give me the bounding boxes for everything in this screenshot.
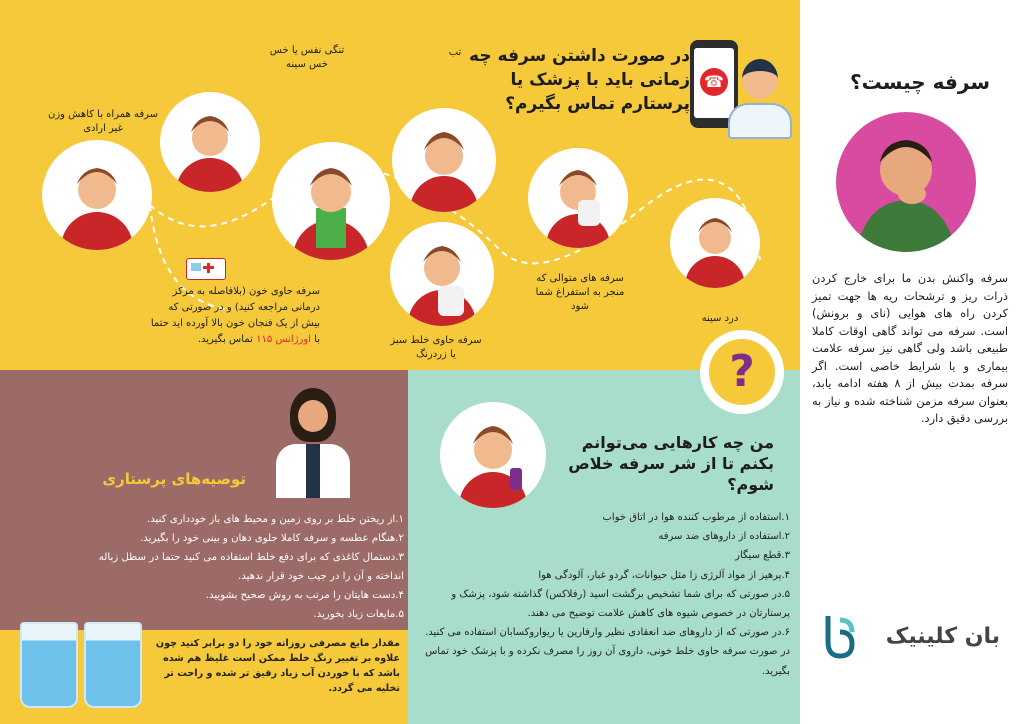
symptom-weight-circle (42, 140, 152, 250)
symptom-fever-circle (392, 108, 496, 212)
main-title: در صورت داشتن سرفه چه زمانی باید با پزشک یا پرستارم تماس بگیرم؟ (469, 46, 690, 114)
nursing-item: ۳.دستمال کاغذی که برای دفع خلط استفاده می کنید حتما در سطل زباله (98, 552, 404, 563)
symptom-breath-circle (160, 92, 260, 192)
clinic-brand: بان کلینیک (885, 624, 1000, 649)
symptom-phlegm-circle (390, 222, 494, 326)
definition-title: سرفه چیست؟ (850, 70, 990, 94)
ambulance-icon (186, 258, 226, 280)
symptom-fever-label: تب (448, 47, 462, 58)
symptom-breath-label: تنگی نفس یا خس خس سینه (269, 45, 345, 70)
symptom-scarf-circle (272, 142, 390, 260)
symptom-blood-text: سرفه حاوی خون (بلافاصله به مرکز درمانی مراجعه کنید) و در صورتی که بیش از یک فنجان خون بالا آورده اید حتما با (150, 286, 320, 345)
symptom-blood-end: تماس بگیرید. (197, 334, 253, 345)
question-bubble (700, 330, 784, 414)
home-care-item: ۲.استفاده از داروهای ضد سرفه (658, 531, 790, 543)
question-mark-icon: ? (709, 339, 775, 405)
nurse-icon (270, 388, 356, 498)
phone-icon: ☎ (690, 40, 738, 128)
home-care-list (418, 508, 790, 681)
nursing-item: انداخته و آن را در جیب خود قرار ندهید. (238, 571, 404, 582)
water-glass-icon (84, 622, 142, 708)
home-care-item: ۱.استفاده از مرطوب کننده هوا در اتاق خواب (602, 512, 790, 523)
home-care-item: ۶.در صورتی که از داروهای ضد انعقادی نظیر وارفارین یا ریواروکسابان استفاده می کنید. در صورت سرفه حاوی خلط خونی، داروی آن روز را مصرف نکرده و با پزشک خود تماس بگیرید. (425, 627, 790, 677)
nursing-title: توصیه‌های پرستاری (102, 470, 246, 488)
symptom-weight-label: سرفه همراه با کاهش وزن غیر ارادی (47, 109, 158, 134)
medicine-boy-circle (440, 402, 546, 508)
coughing-man-circle (836, 112, 976, 252)
symptom-chest-label: درد سینه (701, 313, 739, 324)
home-care-item: ۵.در صورتی که برای شما تشخیص برگشت اسید (رفلاکس) گذاشته شود، پزشک و پرستارتان در خصوص شیوه های کاهش علامت توضیح می دهند. (451, 588, 790, 620)
nursing-item: ۲.هنگام عطسه و سرفه کاملا جلوی دهان و بینی خود را بگیرید. (140, 533, 404, 544)
symptom-chest-circle (670, 198, 760, 288)
nursing-item: ۱.از ریختن خلط بر روی زمین و محیط های باز خودداری کنید. (146, 514, 404, 525)
definition-body: سرفه واکنش بدن ما برای خارج کردن ذرات ریز و ترشحات ریه ها جهت تمیز کردن راه های هوایی (نای و برونش) است. سرفه می تواند گاهی اوقات کاملا طبیعی باشد ولی گاهی نیز سرفه علامت بیماری و یا شرایط خاصی است. اگر سرفه بمدت بیش از ۸ هفته ادامه یابد، بعنوان سرفه مزمن شناخته شده و نیاز به بررسی دقیق دارد. (812, 271, 1008, 425)
doctor-icon (724, 55, 794, 139)
home-care-item: ۴.پرهیز از مواد آلرژی زا مثل حیوانات، گردو غبار، آلودگی هوا (538, 569, 790, 581)
symptom-blood-label (150, 284, 320, 348)
symptom-phlegm-label: سرفه حاوی خلط سبز یا زردرنگ (390, 335, 482, 360)
symptom-vomit-circle (528, 148, 628, 248)
emergency-number: اورژانس ۱۱۵ (256, 334, 311, 345)
nursing-item: ۵.مایعات زیاد بخورید. (313, 609, 404, 620)
home-care-title: من چه کارهایی می‌توانم بکنم تا از شر سرفه خلاص شوم؟ (568, 433, 774, 494)
nursing-item: ۴.دست هایتان را مرتب به روش صحیح بشویید. (205, 590, 404, 601)
water-glass-icon (20, 622, 78, 708)
clinic-logo-icon (822, 612, 858, 664)
nursing-list (10, 510, 408, 624)
nursing-note: مقدار مایع مصرفی روزانه خود را دو برابر کنید چون علاوه بر تغییر رنگ خلط ممکن است غلیظ هم شده باشد که با خوردن آب زیاد رقیق تر شده و راحت تر تخلیه می گردد. (155, 638, 400, 694)
home-care-item: ۳.قطع سیگار (735, 550, 790, 562)
symptom-vomit-label: سرفه های متوالی که منجر به استفراغ شما شود (535, 273, 625, 312)
